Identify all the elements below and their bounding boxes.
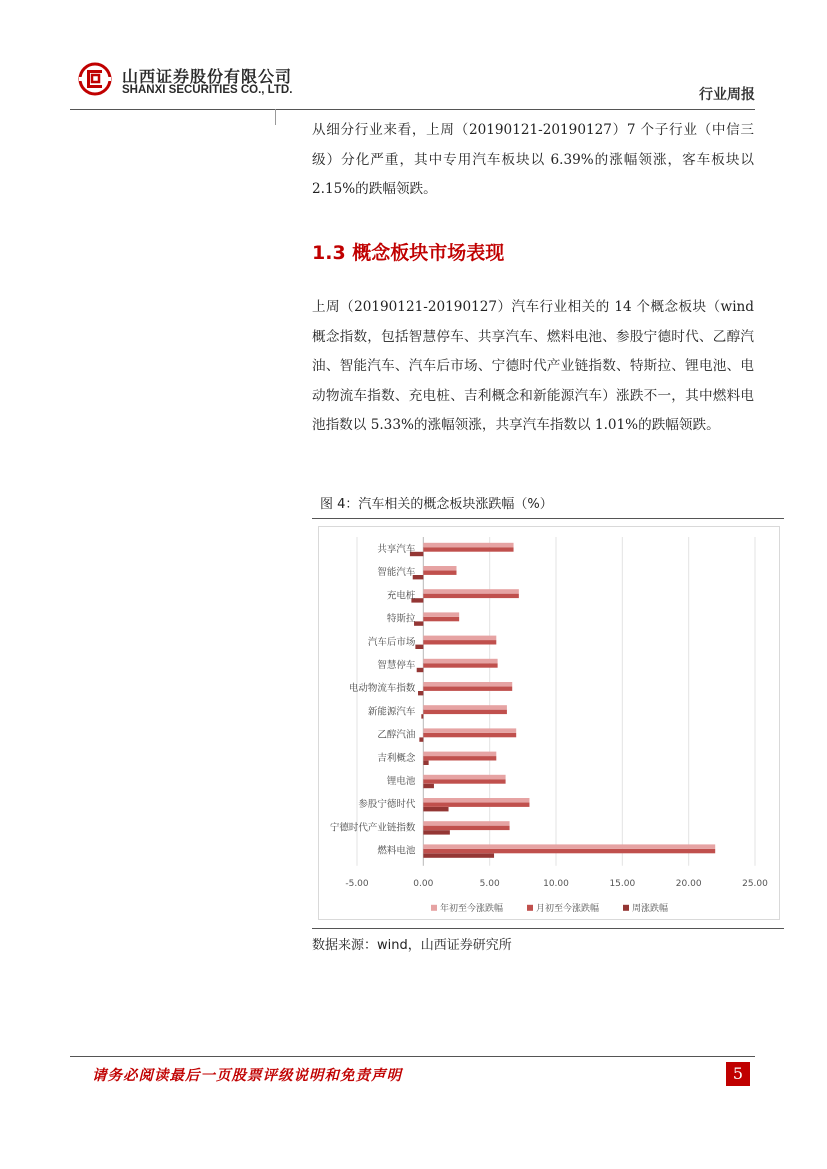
body-paragraph-1: 从细分行业来看，上周（20190121-20190127）7 个子行业（中信三级）分化严重，其中专用汽车板块以 6.39%的涨幅领涨，客车板块以 2.15%的跌幅领跌。 xyxy=(312,122,754,197)
bar xyxy=(423,807,448,811)
bar xyxy=(423,640,496,644)
bar xyxy=(414,621,423,625)
category-label: 锂电池 xyxy=(386,776,416,787)
category-label: 智能汽车 xyxy=(377,567,416,579)
bar xyxy=(423,710,507,714)
bar xyxy=(423,784,434,788)
bar xyxy=(423,798,529,802)
figure-top-rule xyxy=(312,518,784,519)
category-label: 充电桩 xyxy=(386,590,416,602)
bar xyxy=(421,714,423,718)
bar xyxy=(423,853,494,857)
bar xyxy=(423,687,512,691)
page-number: 5 xyxy=(726,1062,750,1086)
x-tick-label: 20.00 xyxy=(675,878,702,889)
x-tick-label: 0.00 xyxy=(413,878,434,889)
bar xyxy=(423,775,505,779)
bar xyxy=(423,571,456,575)
bar xyxy=(423,547,513,551)
bar xyxy=(423,761,428,765)
x-tick-label: 15.00 xyxy=(609,878,636,889)
bar xyxy=(423,682,512,686)
legend-swatch xyxy=(527,905,533,911)
category-label: 宁德时代产业链指数 xyxy=(329,822,416,834)
bar xyxy=(423,589,519,593)
bar xyxy=(423,543,513,547)
legend-label: 周涨跌幅 xyxy=(632,903,669,914)
bar xyxy=(423,663,497,667)
bar xyxy=(423,752,496,756)
legend-swatch xyxy=(623,905,629,911)
bar xyxy=(423,617,459,621)
x-tick-label: -5.00 xyxy=(345,878,369,889)
bar xyxy=(423,826,509,830)
footer-disclaimer: 请务必阅读最后一页股票评级说明和免责声明 xyxy=(92,1067,402,1084)
bar xyxy=(423,821,509,825)
bar xyxy=(417,668,424,672)
bar xyxy=(423,636,496,640)
chart-frame xyxy=(318,526,780,920)
category-label: 特斯拉 xyxy=(386,613,416,625)
category-label: 电动物流车指数 xyxy=(348,683,416,695)
report-type: 行业周报 xyxy=(699,87,755,103)
category-label: 共享汽车 xyxy=(377,544,416,555)
bar xyxy=(423,844,715,848)
bar xyxy=(423,612,459,616)
header-divider xyxy=(70,109,755,110)
category-label: 燃料电池 xyxy=(377,845,416,857)
bar xyxy=(415,645,423,649)
company-name-cn: 山西证券股份有限公司 xyxy=(122,67,293,86)
bar xyxy=(418,691,423,695)
footer-divider xyxy=(70,1056,755,1057)
bar xyxy=(423,566,456,570)
category-label: 智慧停车 xyxy=(377,660,416,671)
bar xyxy=(423,779,505,783)
figure-bottom-rule xyxy=(312,928,784,929)
category-label: 汽车后市场 xyxy=(367,636,416,648)
category-label: 新能源汽车 xyxy=(367,706,416,718)
company-name-en: SHANXI SECURITIES CO., LTD. xyxy=(122,84,293,96)
concept-index-bar-chart xyxy=(319,527,779,919)
bar xyxy=(423,756,496,760)
bar xyxy=(423,659,497,663)
figure-caption: 图 4：汽车相关的概念板块涨跌幅（%） xyxy=(320,497,553,512)
bar xyxy=(419,737,423,741)
category-label: 吉利概念 xyxy=(377,752,416,764)
legend-label: 年初至今涨跌幅 xyxy=(440,903,504,914)
legend-swatch xyxy=(431,905,437,911)
bar xyxy=(423,733,516,737)
bar xyxy=(423,705,507,709)
bar xyxy=(423,728,516,732)
legend-label: 月初至今涨跌幅 xyxy=(536,903,600,914)
x-tick-label: 10.00 xyxy=(543,878,569,889)
bar xyxy=(423,830,450,834)
category-label: 乙醇汽油 xyxy=(377,729,416,741)
body-paragraph-2: 上周（20190121-20190127）汽车行业相关的 14 个概念板块（wind 概念指数，包括智慧停车、共享汽车、燃料电池、参股宁德时代、乙醇汽油、智能汽车、汽车后市场、宁德时代产业链指数、特斯拉、锂电池、电动物流车指数、充电桩、吉利概念和新能源汽车）涨跌不一，其中燃料电池指数以 5.33%的涨幅领涨，共享汽车指数以 1.01%的跌幅领跌。 xyxy=(312,299,754,433)
bar xyxy=(423,594,519,598)
company-logo xyxy=(78,62,112,96)
x-tick-label: 25.00 xyxy=(742,878,768,889)
category-label: 参股宁德时代 xyxy=(358,799,416,811)
bar xyxy=(423,803,529,807)
margin-rule xyxy=(275,109,276,125)
x-tick-label: 5.00 xyxy=(479,878,500,889)
section-heading: 1.3 概念板块市场表现 xyxy=(312,242,505,264)
figure-source: 数据来源：wind，山西证券研究所 xyxy=(312,938,512,953)
bar xyxy=(423,849,715,853)
